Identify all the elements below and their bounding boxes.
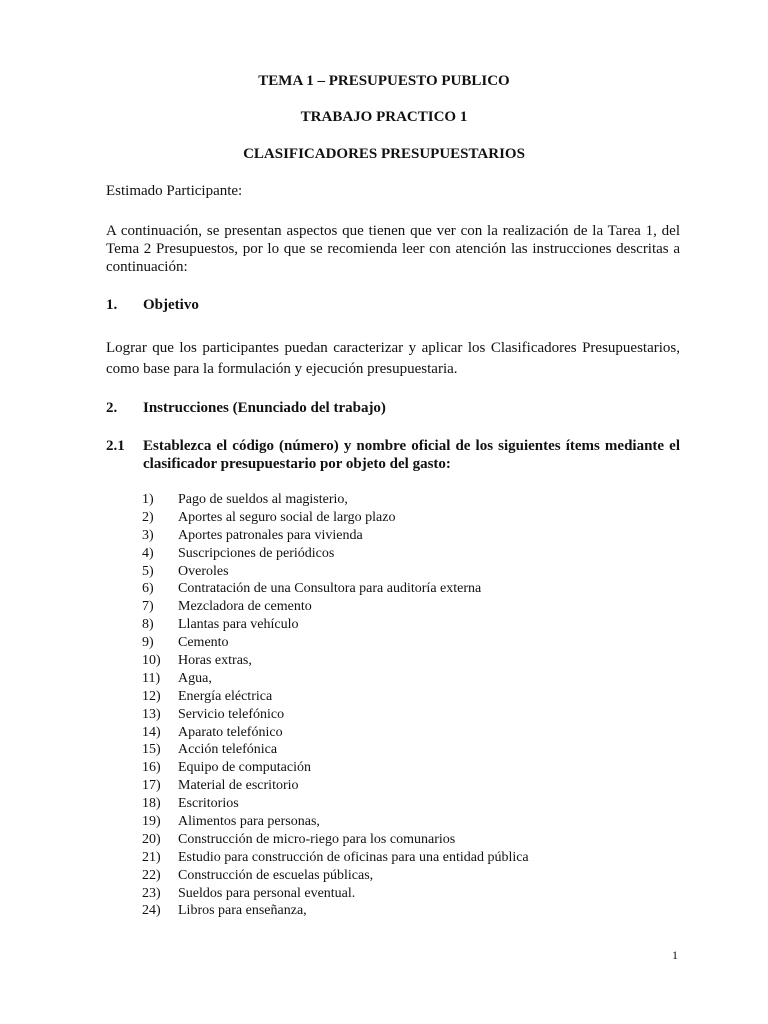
intro-paragraph: A continuación, se presentan aspectos que tienen que ver con la realización de la Tarea 1, del Tema 2 Presupuestos, por lo que se recomienda leer con atención las instrucciones descritas a continuación: <box>106 223 680 275</box>
instructions-number: 2. <box>106 400 118 416</box>
list-item-text: Energía eléctrica <box>178 688 273 704</box>
list-item-text: Horas extras, <box>178 653 252 669</box>
list-item <box>142 902 529 920</box>
objective-number: 1. <box>106 297 118 313</box>
question-number: 2.1 <box>106 438 125 454</box>
list-item-number: 16) <box>142 760 161 776</box>
list-item-text: Contratación de una Consultora para auditoría externa <box>178 581 482 597</box>
list-item-text: Servicio telefónico <box>178 706 285 722</box>
list-item-number: 1) <box>142 492 154 507</box>
objective-heading <box>106 296 199 314</box>
list-item-number: 15) <box>142 742 161 758</box>
list-item <box>142 527 529 545</box>
list-item <box>142 759 529 777</box>
list-item-text: Aportes patronales para vivienda <box>178 527 363 543</box>
list-item-text: Alimentos para personas, <box>178 814 320 830</box>
list-item-text: Suscripciones de periódicos <box>178 545 335 561</box>
document-section-title: CLASIFICADORES PRESUPUESTARIOS <box>243 146 525 162</box>
greeting: Estimado Participante: <box>106 183 243 199</box>
list-item-number: 5) <box>142 563 154 579</box>
list-item-text: Overoles <box>178 563 229 579</box>
list-item <box>142 545 529 563</box>
list-item <box>142 849 529 867</box>
list-item-text: Estudio para construcción de oficinas para una entidad pública <box>178 849 529 865</box>
page-number: 1 <box>672 948 678 962</box>
list-item <box>142 491 529 509</box>
list-item-text: Construcción de escuelas públicas, <box>178 867 374 883</box>
list-item <box>142 885 529 903</box>
list-item <box>142 777 529 795</box>
document-title: TEMA 1 – PRESUPUESTO PUBLICO <box>258 73 510 89</box>
list-item-number: 2) <box>142 509 154 525</box>
list-item-text: Llantas para vehículo <box>178 617 299 633</box>
list-item <box>142 580 529 598</box>
list-item-text: Acción telefónica <box>178 742 278 758</box>
list-item-text: Agua, <box>178 670 212 686</box>
list-item <box>142 598 529 616</box>
list-item <box>142 741 529 759</box>
list-item-number: 22) <box>142 867 161 883</box>
list-item-number: 10) <box>142 653 161 669</box>
list-item-text: Aportes al seguro social de largo plazo <box>178 509 396 525</box>
list-item-number: 9) <box>142 635 154 651</box>
list-item-number: 24) <box>142 903 161 919</box>
list-item <box>142 867 529 885</box>
list-item <box>142 634 529 652</box>
objective-title: Objetivo <box>143 297 199 313</box>
document-subtitle: TRABAJO PRACTICO 1 <box>300 109 468 125</box>
list-item-text: Cemento <box>178 635 229 651</box>
expense-item-list <box>142 491 529 920</box>
list-item-number: 14) <box>142 724 161 740</box>
list-item <box>142 616 529 634</box>
question-text: Establezca el código (número) y nombre oficial de los siguientes ítems mediante el clasificador presupuestario por objeto del gasto: <box>143 438 680 472</box>
list-item-number: 7) <box>142 599 154 615</box>
list-item-number: 11) <box>142 670 161 686</box>
question-2-1 <box>106 437 680 473</box>
list-item-text: Material de escritorio <box>178 778 299 794</box>
list-item-text: Sueldos para personal eventual. <box>178 885 356 901</box>
list-item-number: 3) <box>142 527 154 543</box>
list-item-text: Equipo de computación <box>178 760 311 776</box>
list-item <box>142 563 529 581</box>
list-item-text: Construcción de micro-riego para los comunarios <box>178 831 456 847</box>
list-item <box>142 831 529 849</box>
list-item-number: 20) <box>142 831 161 847</box>
list-item-number: 8) <box>142 617 154 633</box>
list-item-text: Mezcladora de cemento <box>178 599 312 615</box>
list-item-number: 13) <box>142 706 161 722</box>
list-item <box>142 813 529 831</box>
list-item-text: Escritorios <box>178 796 239 812</box>
list-item-number: 6) <box>142 581 154 597</box>
list-item-number: 19) <box>142 814 161 830</box>
list-item-number: 21) <box>142 849 161 865</box>
instructions-title: Instrucciones (Enunciado del trabajo) <box>143 400 386 416</box>
list-item <box>142 670 529 688</box>
list-item <box>142 688 529 706</box>
list-item <box>142 652 529 670</box>
list-item-number: 17) <box>142 778 161 794</box>
list-item <box>142 795 529 813</box>
list-item-number: 4) <box>142 545 154 561</box>
list-item <box>142 509 529 527</box>
objective-paragraph: Lograr que los participantes puedan caracterizar y aplicar los Clasificadores Presupuestarios, como base para la formulación y ejecución presupuestaria. <box>106 340 680 377</box>
list-item-number: 18) <box>142 796 161 812</box>
list-item <box>142 724 529 742</box>
list-item-number: 12) <box>142 688 161 704</box>
list-item-text: Pago de sueldos al magisterio, <box>178 492 348 507</box>
instructions-heading <box>106 399 386 417</box>
list-item-number: 23) <box>142 885 161 901</box>
list-item-text: Libros para enseñanza, <box>178 903 307 919</box>
list-item <box>142 706 529 724</box>
list-item-text: Aparato telefónico <box>178 724 283 740</box>
